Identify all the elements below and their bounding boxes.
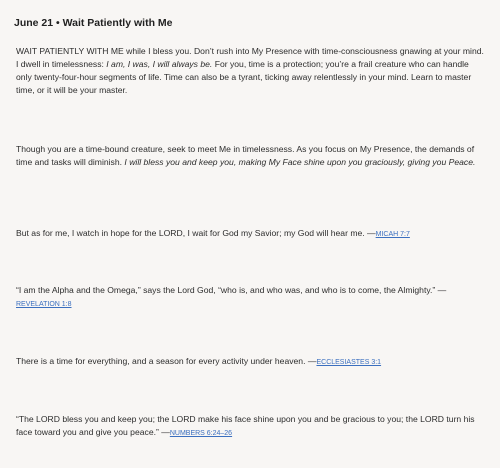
verse-reference-link[interactable]: NUMBERS 6:24–26 (169, 430, 233, 437)
verse-text: “I am the Alpha and the Omega,” says the Lord God, “who is, and who was, and who is to come, the Almighty.” (16, 285, 436, 295)
verse-text: There is a time for everything, and a season for every activity under heaven. (16, 356, 306, 366)
verse-revelation (16, 284, 484, 311)
devotional-paragraph-1 (16, 45, 484, 97)
verse-dash: — (305, 356, 317, 366)
devotional-paragraph-2 (16, 143, 484, 169)
page-title: June 21 • Wait Patiently with Me (14, 17, 173, 29)
verse-dash: — (435, 285, 447, 295)
verse-ecclesiastes (16, 355, 484, 369)
verse-reference-link[interactable]: MICAH 7:7 (375, 231, 410, 238)
paragraph-emphasis: I will bless you and keep you, making My Face shine upon you graciously, giving you Peace. (124, 157, 476, 167)
verse-text: But as for me, I watch in hope for the LORD, I wait for God my Savior; my God will hear me. (16, 228, 365, 238)
paragraph-text: Though you are a time-bound creature, seek to meet Me in timelessness. As you focus on My Presence, the demands of time and tasks will diminish. (16, 144, 475, 167)
verse-dash: — (158, 427, 170, 437)
verse-reference-link[interactable]: REVELATION 1:8 (16, 301, 72, 308)
paragraph-text: WAIT PATIENTLY WITH ME while I bless you. Don’t rush into My Presence with time-consciousness gnawing at your mind. I dwell in timelessness: (16, 46, 484, 69)
verse-text: “The LORD bless you and keep you; the LORD make his face shine upon you and be gracious to you; the LORD turn his face toward you and give you peace.” (16, 414, 475, 437)
verse-reference-link[interactable]: ECCLESIASTES 3:1 (316, 359, 382, 366)
paragraph-text: For you, time is a protection; you’re a frail creature who can handle only twenty-four-hour segments of life. Time can also be a tyrant, ticking away relentlessly in your mind. Learn to master time, or it will be your master. (16, 59, 472, 95)
verse-numbers (16, 413, 484, 440)
verse-micah (16, 227, 484, 241)
paragraph-emphasis: I am, I was, I will always be. (106, 59, 213, 69)
verse-dash: — (364, 228, 376, 238)
